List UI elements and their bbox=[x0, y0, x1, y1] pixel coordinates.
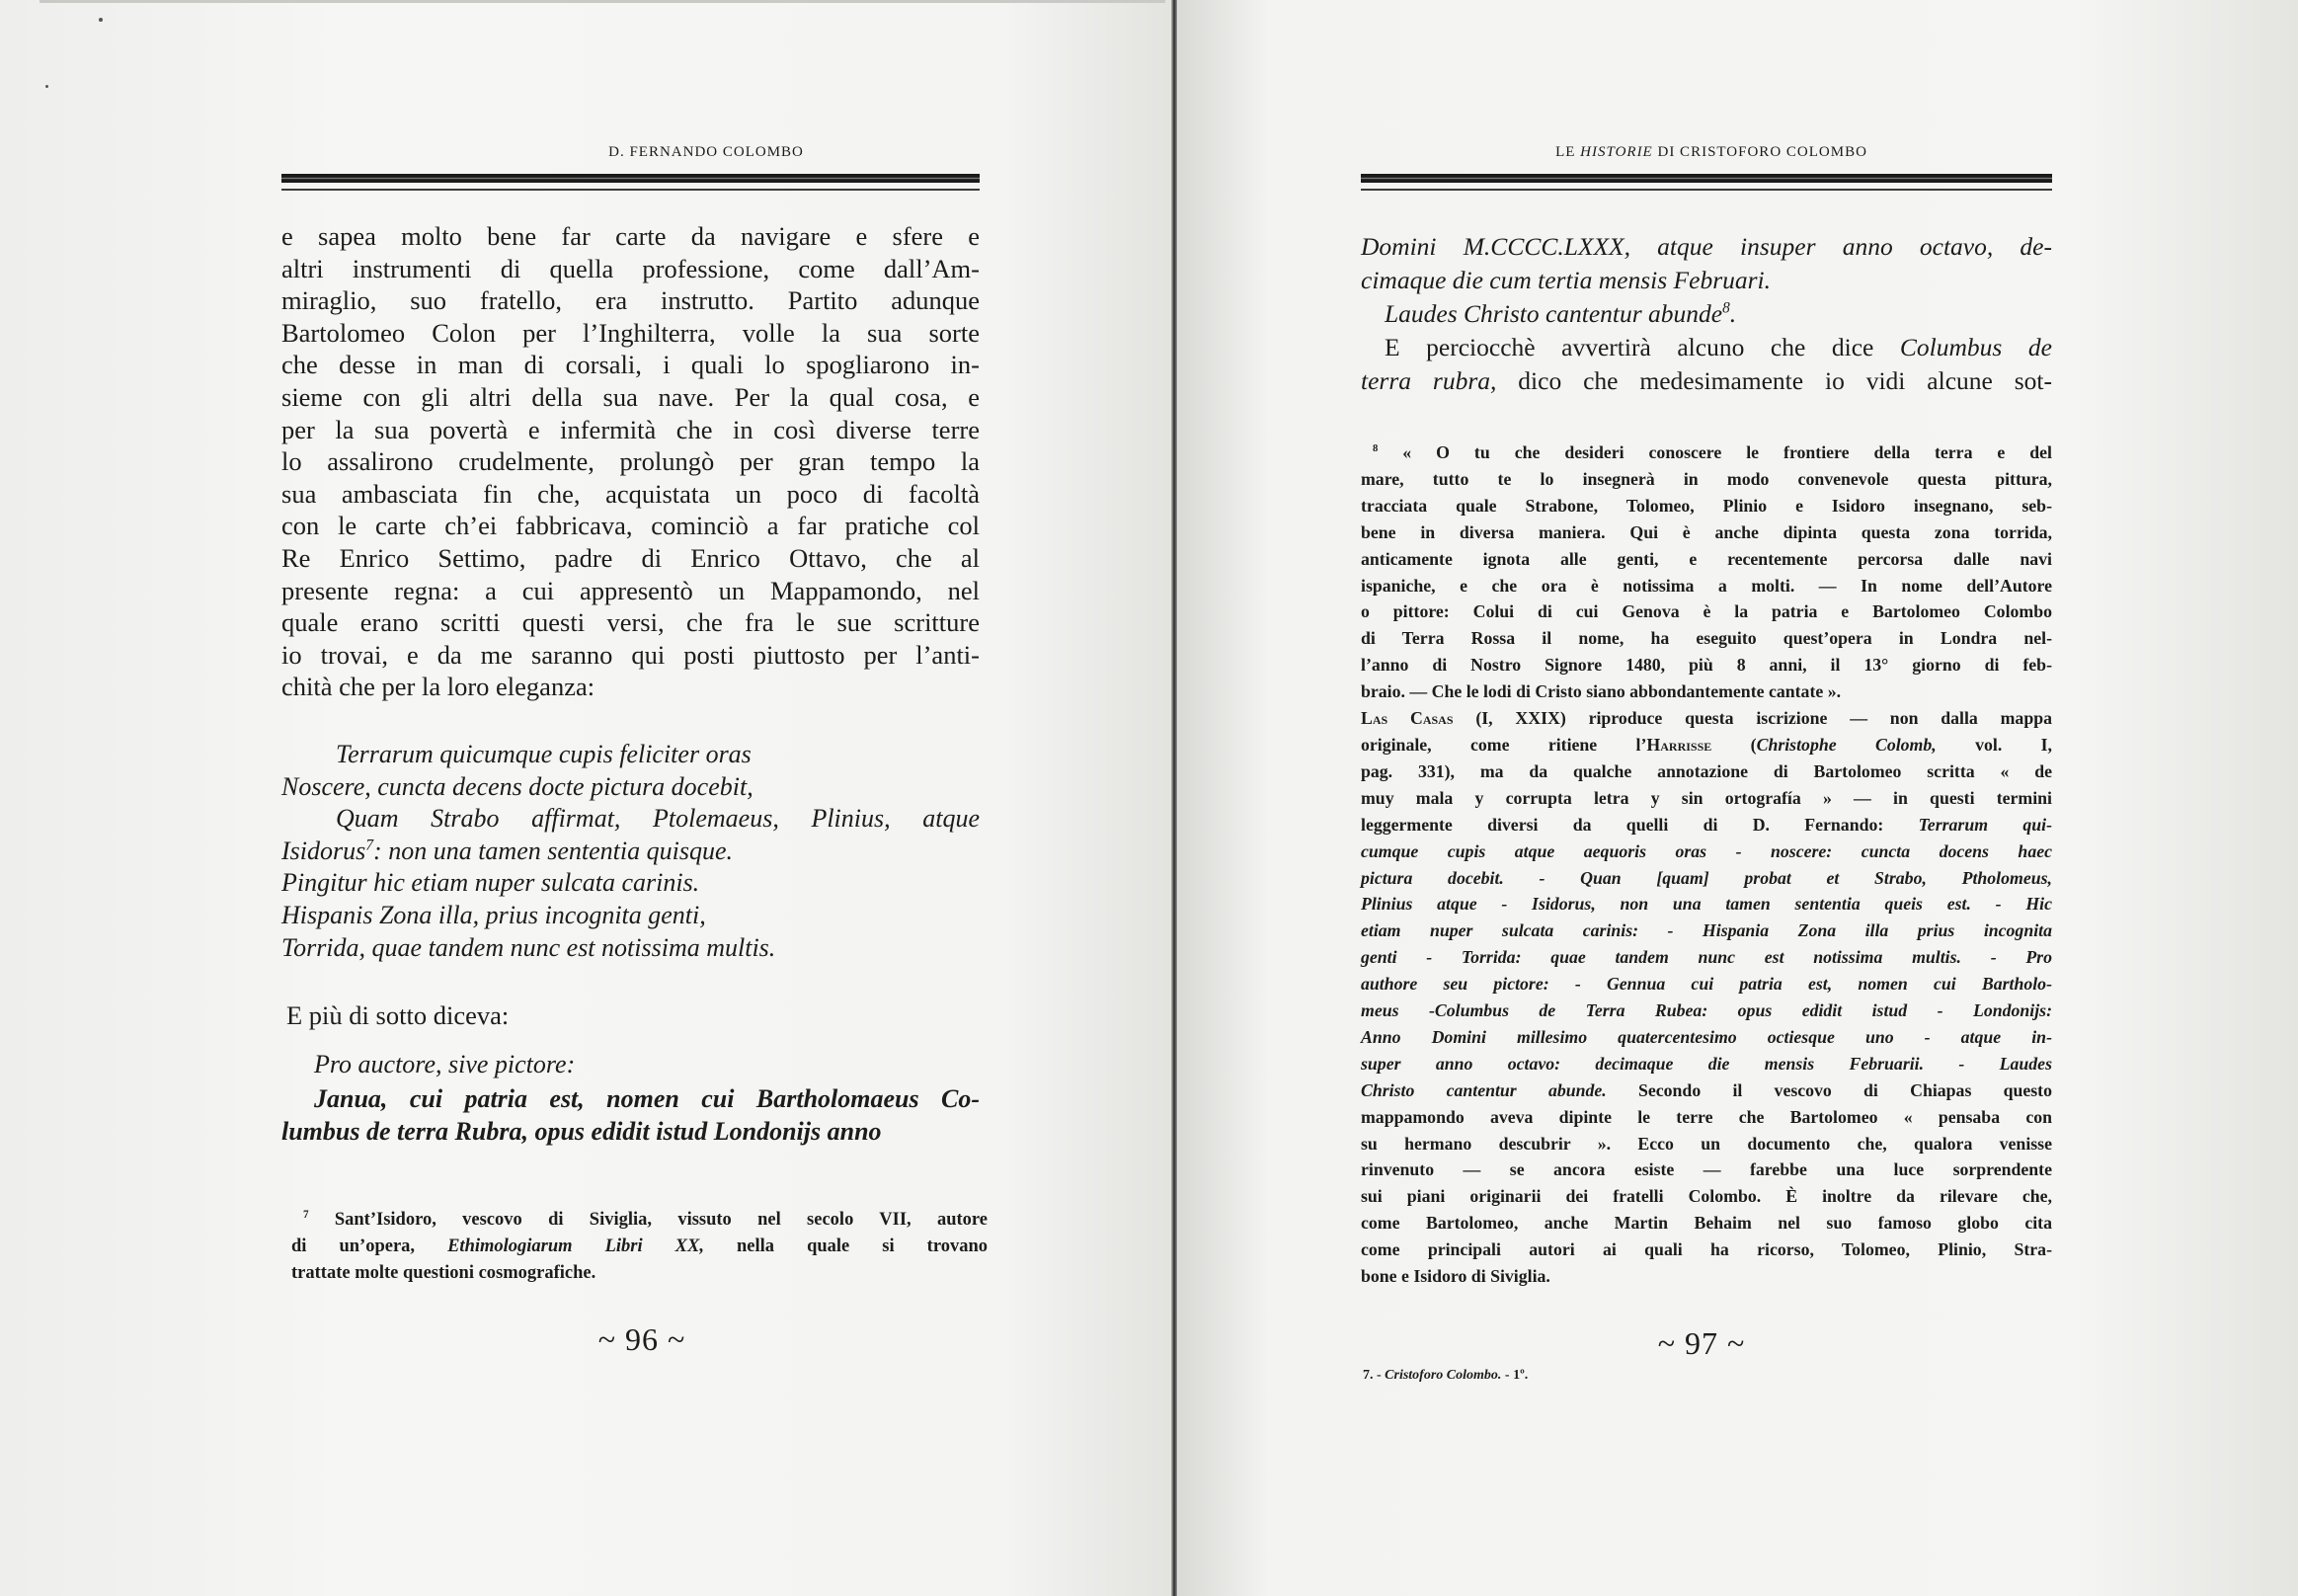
verse-line: Pro auctore, sive pictore: bbox=[314, 1050, 576, 1078]
footnote-line: l’anno di Nostro Signore 1480, più 8 anni, il 13° giorno di feb- bbox=[1361, 655, 2052, 676]
header-rule bbox=[1361, 174, 2052, 183]
verse-line bbox=[281, 836, 980, 868]
author-name: Harrisse bbox=[1646, 734, 1712, 755]
footnote-line: genti - Torrida: quae tandem nunc est notissima multis. - Pro bbox=[1361, 947, 2052, 968]
text-line bbox=[1361, 331, 2052, 364]
text-line: altri instrumenti di quella professione, come dall’Am- bbox=[281, 253, 980, 283]
verse-line: Pingitur hic etiam nuper sulcata carinis. bbox=[281, 868, 700, 898]
footnote-line bbox=[1361, 732, 2052, 758]
text-line: sieme con gli altri della sua nave. Per la qual cosa, e bbox=[281, 381, 980, 412]
footnote-text: Sant’Isidoro, vescovo di Siviglia, vissuto nel secolo VII, autore bbox=[334, 1210, 989, 1230]
text-line: miraglio, suo fratello, era instrutto. Partito adunque bbox=[281, 285, 980, 316]
header-rule-thin bbox=[281, 189, 980, 191]
right-page bbox=[1178, 0, 2298, 1596]
footnote-text: originale, come ritiene l’ bbox=[1361, 734, 1647, 755]
footnote-line bbox=[1361, 705, 2052, 732]
printer-signature bbox=[1363, 1368, 1758, 1384]
footnote-line: su hermano descubrir ». Ecco un documento che, qualora venisse bbox=[1361, 1133, 2052, 1154]
verse-word: Isidorus bbox=[281, 836, 366, 865]
footnote-marker: 8 bbox=[1373, 442, 1379, 455]
closing-inscription bbox=[281, 1083, 980, 1148]
text-line: per la sua povertà e infermità che in così diverse terre bbox=[281, 414, 980, 444]
text-line bbox=[1361, 297, 2052, 331]
text-run-italic: Columbus de bbox=[1899, 333, 2053, 361]
running-head-italic: HISTORIE bbox=[1580, 144, 1653, 160]
footnote-text: nella quale si trovano bbox=[703, 1236, 988, 1256]
text-line: Bartolomeo Colon per l’Inghilterra, volle la sua sorte bbox=[281, 317, 980, 348]
footnote-line: come Bartolomeo, anche Martin Behaim nel suo famoso globo cita bbox=[1361, 1213, 2052, 1234]
book-title: Christophe Colomb, bbox=[1756, 734, 1937, 755]
footnote-7 bbox=[291, 1207, 988, 1287]
text-line: Domini M.CCCC.LXXX, atque insuper anno octavo, de- bbox=[1361, 232, 2052, 261]
text-line: cimaque die cum tertia mensis Februari. bbox=[1361, 266, 1772, 294]
running-head-right bbox=[1361, 144, 2062, 161]
verse-text: Laudes Christo cantentur abunde bbox=[1385, 299, 1723, 328]
footnote-line: mappamondo aveva dipinte le terre che Bartolomeo « pensaba con bbox=[1361, 1106, 2052, 1127]
footnote-line: ispaniche, e che ora è notissima a molti. — In nome dell’Autore bbox=[1361, 575, 2052, 596]
footnote-line: rinvenuto — se ancora esiste — farebbe una luce sorprendente bbox=[1361, 1159, 2052, 1180]
footnote-text: vol. I, bbox=[1936, 734, 2052, 755]
body-text-left bbox=[281, 220, 980, 703]
footnote-line: etiam nuper sulcata carinis: - Hispania Zona illa prius incognita bbox=[1361, 920, 2052, 941]
pro-auctore bbox=[314, 1049, 976, 1081]
running-head-text: LE bbox=[1555, 144, 1581, 160]
footnote-line: meus -Columbus de Terra Rubea: opus edidit istud - Londonijs: bbox=[1361, 1000, 2052, 1021]
footnote-line bbox=[291, 1207, 988, 1234]
footnote-text: (I, XXIX) riproduce questa iscrizione — non dalla mappa bbox=[1453, 708, 2052, 729]
text-line: presente regna: a cui appresentò un Mappamondo, nel bbox=[281, 575, 980, 605]
footnote-line bbox=[291, 1234, 988, 1260]
footnote-marker: 7 bbox=[303, 1208, 309, 1221]
footnote-line: Anno Domini millesimo quatercentesimo octiesque uno - atque in- bbox=[1361, 1026, 2052, 1047]
map-verse bbox=[281, 739, 980, 964]
running-head-text: DI CRISTOFORO COLOMBO bbox=[1652, 144, 1867, 160]
footnote-line: sui piani originarii dei fratelli Colombo. È inoltre da rilevare che, bbox=[1361, 1186, 2052, 1207]
footnote-text: « O tu che desideri conoscere le frontiere della terra e del bbox=[1402, 442, 2052, 462]
text-line: Re Enrico Settimo, padre di Enrico Ottavo, che al bbox=[281, 542, 980, 573]
footnote-line: anticamente ignota alle genti, e recentemente percorsa dalle navi bbox=[1361, 548, 2052, 569]
signature-title: Cristoforo Colombo. bbox=[1385, 1368, 1502, 1383]
header-rule-thin bbox=[1361, 189, 2052, 191]
footnote-8 bbox=[1361, 439, 2052, 1290]
footnote-line: mare, tutto te lo insegnerà in modo convenevole questa pittura, bbox=[1361, 468, 2052, 489]
text-line: chità che per la loro eleganza: bbox=[281, 672, 595, 702]
verse-line: Janua, cui patria est, nomen cui Bartholomaeus Co- bbox=[314, 1084, 980, 1113]
below-text: E più di sotto diceva: bbox=[286, 1000, 510, 1030]
footnote-ref-7: 7 bbox=[365, 837, 374, 854]
footnote-line: authore seu pictore: - Gennua cui patria est, nomen cui Bartholo- bbox=[1361, 974, 2052, 995]
latin-text: Christo cantentur abunde. bbox=[1361, 1079, 1607, 1100]
footnote-line: di Terra Rossa il nome, ha eseguito quest’opera in Londra nel- bbox=[1361, 628, 2052, 649]
footnote-line: Plinius atque - Isidorus, non una tamen sententia queis est. - Hic bbox=[1361, 894, 2052, 915]
footnote-text: ( bbox=[1711, 734, 1757, 755]
footnote-line: bone e Isidoro di Siviglia. bbox=[1361, 1266, 1550, 1287]
footnote-line: trattate molte questioni cosmografiche. bbox=[291, 1262, 596, 1283]
paper-speck bbox=[45, 85, 48, 88]
footnote-line: super anno octavo: decimaque die mensis Februarii. - Laudes bbox=[1361, 1053, 2052, 1074]
footnote-line: braio. — Che le lodi di Cristo siano abbondantemente cantate ». bbox=[1361, 681, 1842, 702]
text-line bbox=[1361, 364, 2052, 398]
verse-line: Terrarum quicumque cupis feliciter oras bbox=[336, 740, 752, 768]
latin-text: Terrarum qui- bbox=[1918, 814, 2052, 835]
text-line: quale erano scritti questi versi, che fra le sue scritture bbox=[281, 607, 980, 638]
header-rule bbox=[281, 174, 980, 183]
verse-line: Hispanis Zona illa, prius incognita genti, bbox=[281, 900, 706, 929]
footnote-line: tracciata quale Strabone, Tolomeo, Plinio e Isidoro insegnano, seb- bbox=[1361, 495, 2052, 516]
footnote-line bbox=[1361, 1077, 2052, 1104]
footnote-line: come principali autori ai quali ha ricorso, Tolomeo, Plinio, Stra- bbox=[1361, 1239, 2052, 1260]
footnote-text: di un’opera, bbox=[291, 1236, 448, 1256]
text-run-italic: terra rubra, bbox=[1361, 366, 1497, 395]
footnote-line: o pittore: Colui di cui Genova è la patria e Bartolomeo Colombo bbox=[1361, 601, 2052, 622]
footnote-line: cumque cupis atque aequoris oras - noscere: cuncta docens haec bbox=[1361, 840, 2052, 861]
text-line: lo assalirono crudelmente, prolungò per gran tempo la bbox=[281, 446, 980, 477]
text-line: sua ambasciata fin che, acquistata un poco di facoltà bbox=[281, 478, 980, 509]
text-run: dico che medesimamente io vidi alcune sot- bbox=[1496, 366, 2052, 395]
text-line: io trovai, e da me saranno qui posti piuttosto per l’anti- bbox=[281, 639, 980, 670]
text-line: che desse in man di corsali, i quali lo spogliarono in- bbox=[281, 350, 980, 380]
running-head-left: D. FERNANDO COLOMBO bbox=[608, 144, 804, 160]
footnote-line: pag. 331), ma da qualche annotazione di Bartolomeo scritta « de bbox=[1361, 760, 2052, 781]
footnote-text: Secondo il vescovo di Chiapas questo bbox=[1606, 1079, 2052, 1100]
book-gutter bbox=[1171, 0, 1177, 1596]
page-number-left: ~ 96 ~ bbox=[597, 1321, 686, 1357]
verse-line: Quam Strabo affirmat, Ptolemaeus, Plinius, atque bbox=[336, 804, 980, 834]
punct: . bbox=[1729, 299, 1737, 328]
signature-text: - 1º. bbox=[1501, 1368, 1529, 1383]
footnote-title: Ethimologiarum Libri XX, bbox=[447, 1236, 704, 1256]
footnote-line: muy mala y corrupta letra y sin ortografía » — in questi termini bbox=[1361, 787, 2052, 808]
verse-line: Torrida, quae tandem nunc est notissima multis. bbox=[281, 932, 776, 962]
footnote-ref-8: 8 bbox=[1722, 299, 1730, 317]
footnote-line bbox=[1361, 439, 2052, 466]
text-line: con le carte ch’ei fabbricava, cominciò a far pratiche col bbox=[281, 511, 980, 541]
footnote-line: bene in diversa maniera. Qui è anche dipinta questa zona torrida, bbox=[1361, 521, 2052, 542]
footnote-line bbox=[1361, 812, 2052, 838]
body-text-right bbox=[1361, 230, 2052, 398]
text-run: E perciocchè avvertirà alcuno che dice bbox=[1385, 333, 1900, 361]
footnote-text: leggermente diversi da quelli di D. Fernando: bbox=[1361, 814, 1919, 835]
verse-word: : non una tamen sententia quisque. bbox=[373, 836, 733, 865]
author-name: Las Casas bbox=[1361, 708, 1454, 729]
text-line: e sapea molto bene far carte da navigare e sfere e bbox=[281, 221, 980, 251]
verse-line: Noscere, cuncta decens docte pictura docebit, bbox=[281, 771, 753, 801]
page-edge bbox=[40, 0, 1165, 3]
signature-text: 7. - bbox=[1363, 1368, 1386, 1383]
verse-line: lumbus de terra Rubra, opus edidit istud Londonijs anno bbox=[281, 1116, 882, 1146]
page-number-right: ~ 97 ~ bbox=[1657, 1325, 1746, 1361]
footnote-line: pictura docebit. - Quan [quam] probat et Strabo, Ptholomeus, bbox=[1361, 867, 2052, 888]
paper-speck bbox=[99, 18, 103, 22]
